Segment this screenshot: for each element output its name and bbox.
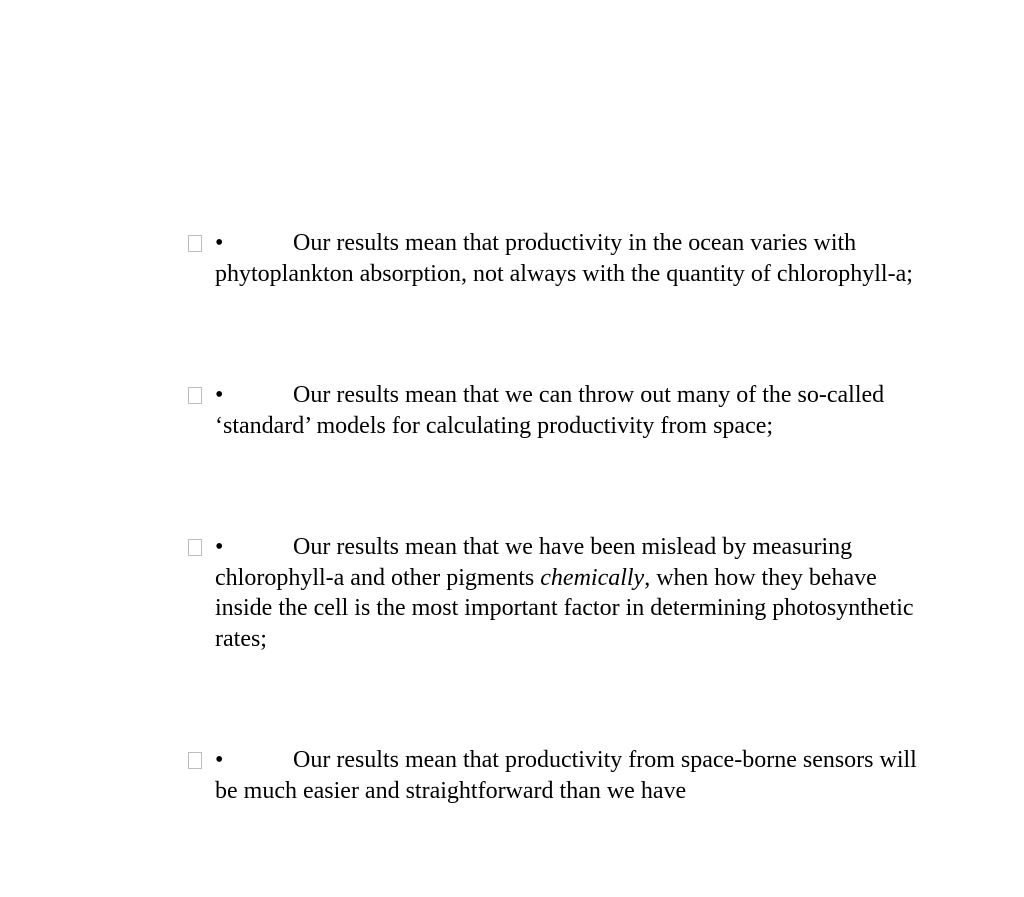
missing-glyph-icon xyxy=(188,235,202,252)
bullet-item xyxy=(188,532,935,654)
bullet-item xyxy=(188,228,935,289)
bullet-text: Our results mean that productivity in the ocean varies with phytoplankton absorption, not always with the quantity of chlorophyll-a; xyxy=(215,230,913,287)
missing-glyph-icon xyxy=(188,539,202,556)
bullet-text: Our results mean that productivity from space-borne sensors will be much easier and straightforward than we have xyxy=(215,747,917,804)
missing-glyph-icon xyxy=(188,752,202,769)
bullet-list xyxy=(188,228,948,897)
bullet-item xyxy=(188,745,935,806)
bullet-marker: • xyxy=(215,534,224,560)
bullet-text-emphasis: chemically xyxy=(540,564,645,591)
bullet-marker: • xyxy=(215,747,224,773)
bullet-text-end: , when how they behave inside the cell is the most important factor in determining photosynthetic rates; xyxy=(215,564,914,652)
missing-glyph-icon xyxy=(188,387,202,404)
bullet-text-start: Our results mean that we have been mislead by measuring chlorophyll-a and other pigments xyxy=(215,534,853,591)
bullet-marker: • xyxy=(215,230,224,256)
bullet-marker: • xyxy=(215,382,224,408)
bullet-text: Our results mean that we can throw out many of the so-called ‘standard’ models for calculating productivity from space; xyxy=(215,382,885,439)
bullet-item xyxy=(188,380,935,441)
